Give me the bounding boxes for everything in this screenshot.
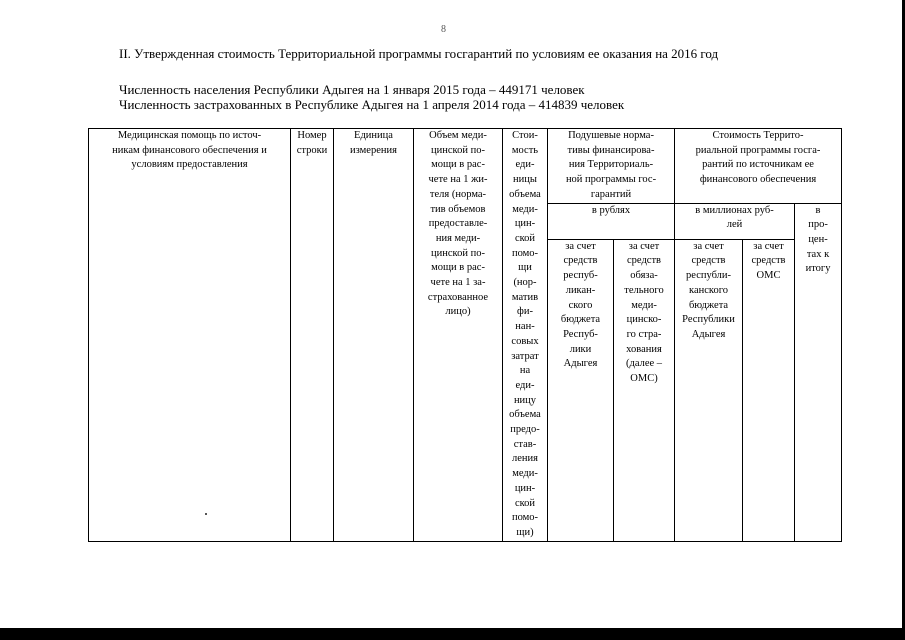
header-unit: Единица измерения — [334, 129, 414, 542]
header-oms-millions: за счет средств ОМС — [743, 239, 795, 541]
header-row-number: Номер строки — [291, 129, 334, 542]
header-total-cost: Стоимость Террито- риальной программы госга- рантий по источникам ее финансового обеспечения — [675, 129, 842, 204]
page-number: 8 — [441, 24, 446, 35]
scan-bottom-band — [0, 628, 905, 640]
header-volume: Объем меди- цинской по- мощи в рас- чете на 1 жи- теля (норма- тив объемов предоставле- ния меди- цинской по- мощи в рас- чете на 1 за- страхованное лицо) — [414, 129, 503, 542]
header-budget-rubles: за счет средств респуб- ликан- ского бюджета Респуб- лики Адыгея — [548, 239, 614, 541]
header-per-capita: Подушевые норма- тивы финансирова- ния Территориаль- ной программы гос- гарантий — [548, 129, 675, 204]
section-title: II. Утвержденная стоимость Территориальной программы госгарантий по условиям ее оказания на 2016 год — [119, 46, 719, 61]
scan-speck — [205, 513, 207, 515]
header-millions: в миллионах руб- лей — [675, 203, 795, 239]
header-rubles: в рублях — [548, 203, 675, 239]
header-percent: в про- цен- тах к итогу — [795, 203, 842, 541]
header-oms-rubles: за счет средств обяза- тельного меди- цинско- го стра- хования (далее – ОМС) — [614, 239, 675, 541]
insured-line: Численность застрахованных в Республике Адыгея на 1 апреля 2014 года – 414839 человек — [119, 97, 625, 112]
cost-table — [88, 128, 842, 542]
header-medical-help: Медицинская помощь по источ- никам финансового обеспечения и условиям предоставления — [89, 129, 291, 542]
header-unit-cost: Стои- мость еди- ницы объема меди- цин- ской помо- щи (нор- матив фи- нан- совых затрат на еди- ницу объема предо- став- ления меди- цин- ской помо- щи) — [503, 129, 548, 542]
population-line: Численность населения Республики Адыгея на 1 января 2015 года – 449171 человек — [119, 82, 585, 97]
header-budget-millions: за счет средств республи- канского бюджета Республики Адыгея — [675, 239, 743, 541]
